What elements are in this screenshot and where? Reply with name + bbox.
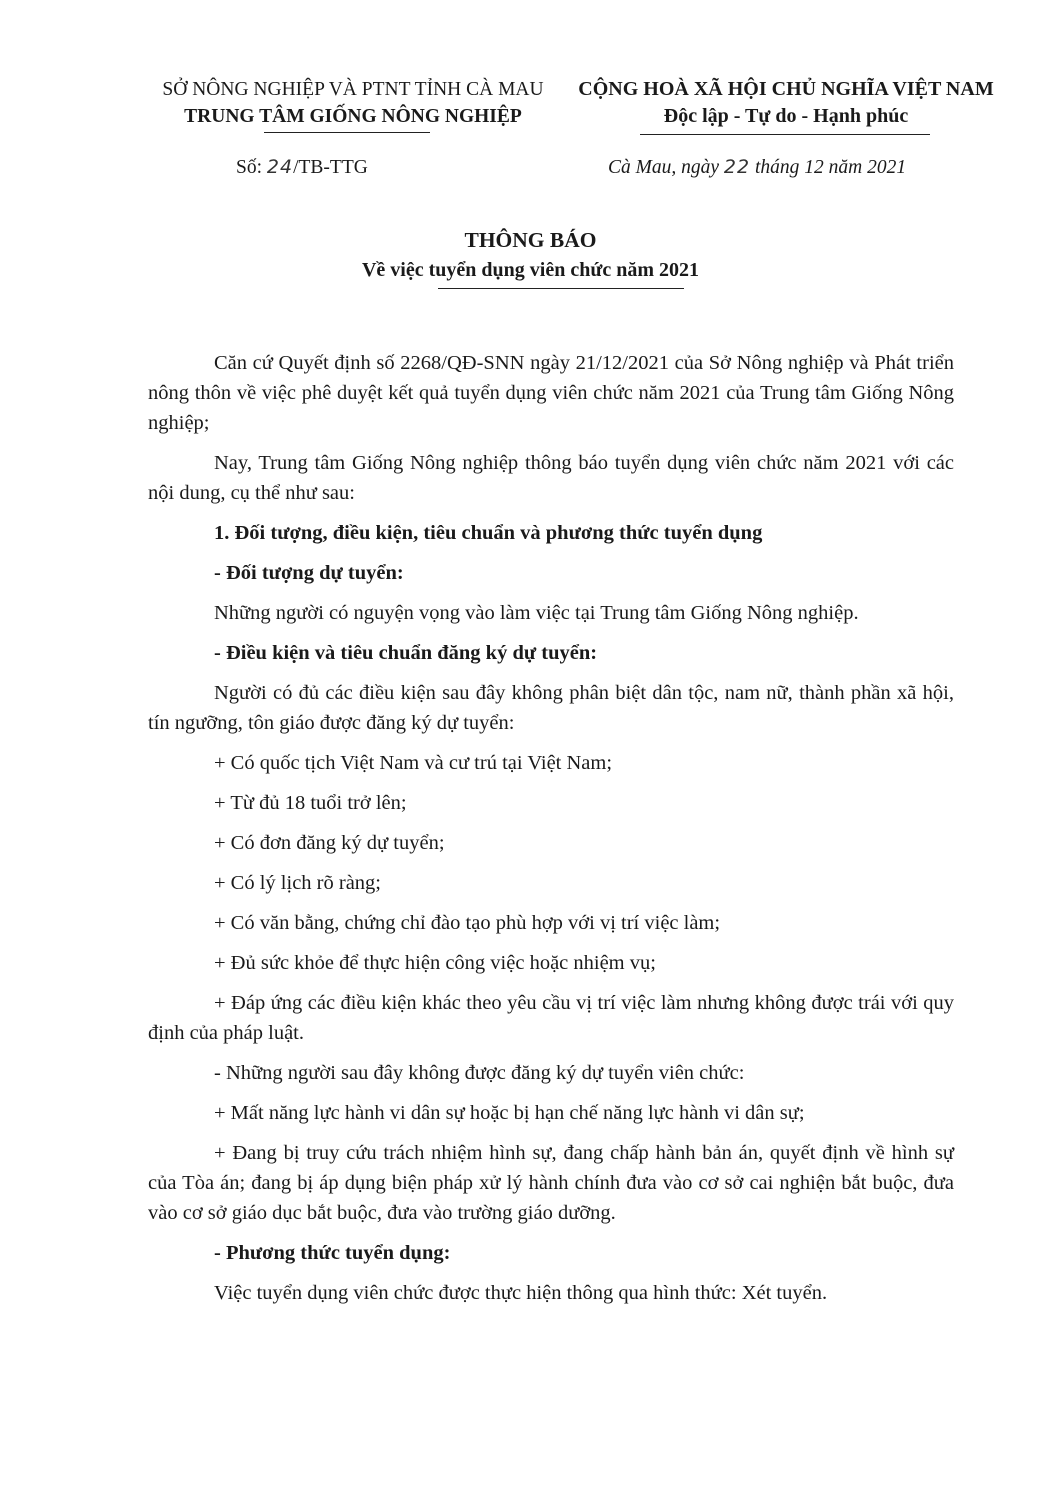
subsection-method-text: Việc tuyển dụng viên chức được thực hiện thông qua hình thức: Xét tuyển. [214, 1282, 828, 1304]
reference-number [236, 156, 368, 179]
paragraph-announcement: Nay, Trung tâm Giống Nông nghiệp thông báo tuyển dụng viên chức năm 2021 với các nội dung, cụ thể như sau: [148, 452, 954, 504]
issue-date [608, 156, 906, 179]
issuing-agency [118, 76, 588, 130]
section-1-heading: 1. Đối tượng, điều kiện, tiêu chuẩn và phương thức tuyển dụng [214, 522, 763, 544]
national-motto [560, 76, 1012, 130]
subsection-conditions-heading: - Điều kiện và tiêu chuẩn đăng ký dự tuyển: [214, 642, 598, 664]
date-suffix: tháng 12 năm 2021 [754, 157, 907, 178]
reference-suffix: /TB-TTG [293, 157, 368, 178]
condition-item: + Có quốc tịch Việt Nam và cư trú tại Việt Nam; [214, 752, 613, 774]
parent-agency-name: SỞ NÔNG NGHIỆP VÀ PTNT TỈNH CÀ MAU [162, 79, 544, 100]
document-subtitle: Về việc tuyển dụng viên chức năm 2021 [361, 259, 699, 281]
condition-item: + Có lý lịch rõ ràng; [214, 872, 381, 894]
excluded-item: + Mất năng lực hành vi dân sự hoặc bị hạn chế năng lực hành vi dân sự; [214, 1102, 805, 1124]
motto-underline [640, 134, 930, 135]
condition-item: + Đủ sức khỏe để thực hiện công việc hoặc nhiệm vụ; [214, 952, 656, 974]
condition-item: + Từ đủ 18 tuổi trở lên; [214, 792, 407, 814]
excluded-item: + Đang bị truy cứu trách nhiệm hình sự, đang chấp hành bản án, quyết định về hình sự của Tòa án; đang bị áp dụng biện pháp xử lý hành chính đưa vào cơ sở cai nghiện bắt buộc, đưa vào cơ sở giáo dục bắt buộc, đưa vào trường giáo dưỡng. [148, 1142, 954, 1224]
subsection-candidates-heading: - Đối tượng dự tuyển: [214, 562, 404, 584]
date-handwritten-day: 22 [723, 156, 751, 178]
reference-prefix: Số: [236, 157, 263, 178]
subsection-conditions-intro: Người có đủ các điều kiện sau đây không phân biệt dân tộc, nam nữ, thành phần xã hội, tín ngưỡng, tôn giáo được đăng ký dự tuyển: [148, 682, 954, 734]
condition-item: + Có văn bằng, chứng chỉ đào tạo phù hợp với vị trí việc làm; [214, 912, 721, 934]
subsection-method-heading: - Phương thức tuyển dụng: [214, 1242, 451, 1264]
date-prefix: Cà Mau, ngày [608, 157, 720, 178]
excluded-intro: - Những người sau đây không được đăng ký dự tuyển viên chức: [214, 1062, 745, 1084]
condition-item: + Có đơn đăng ký dự tuyển; [214, 832, 445, 854]
agency-name: TRUNG TÂM GIỐNG NÔNG NGHIỆP [184, 106, 522, 127]
condition-item: + Đáp ứng các điều kiện khác theo yêu cầu vị trí việc làm nhưng không được trái với quy định của pháp luật. [148, 992, 954, 1044]
subsection-candidates-text: Những người có nguyện vọng vào làm việc tại Trung tâm Giống Nông nghiệp. [214, 602, 859, 624]
country-name: CỘNG HOÀ XÃ HỘI CHỦ NGHĨA VIỆT NAM [578, 78, 994, 100]
reference-handwritten-number: 24 [266, 156, 294, 178]
title-underline [438, 288, 684, 289]
document-body [148, 348, 954, 1318]
document-title: THÔNG BÁO [464, 228, 597, 252]
motto: Độc lập - Tự do - Hạnh phúc [663, 105, 909, 127]
paragraph-legal-basis: Căn cứ Quyết định số 2268/QĐ-SNN ngày 21/12/2021 của Sở Nông nghiệp và Phát triển nông thôn về việc phê duyệt kết quả tuyển dụng viên chức năm 2021 của Trung tâm Giống Nông nghiệp; [148, 352, 954, 434]
agency-underline [264, 132, 430, 133]
